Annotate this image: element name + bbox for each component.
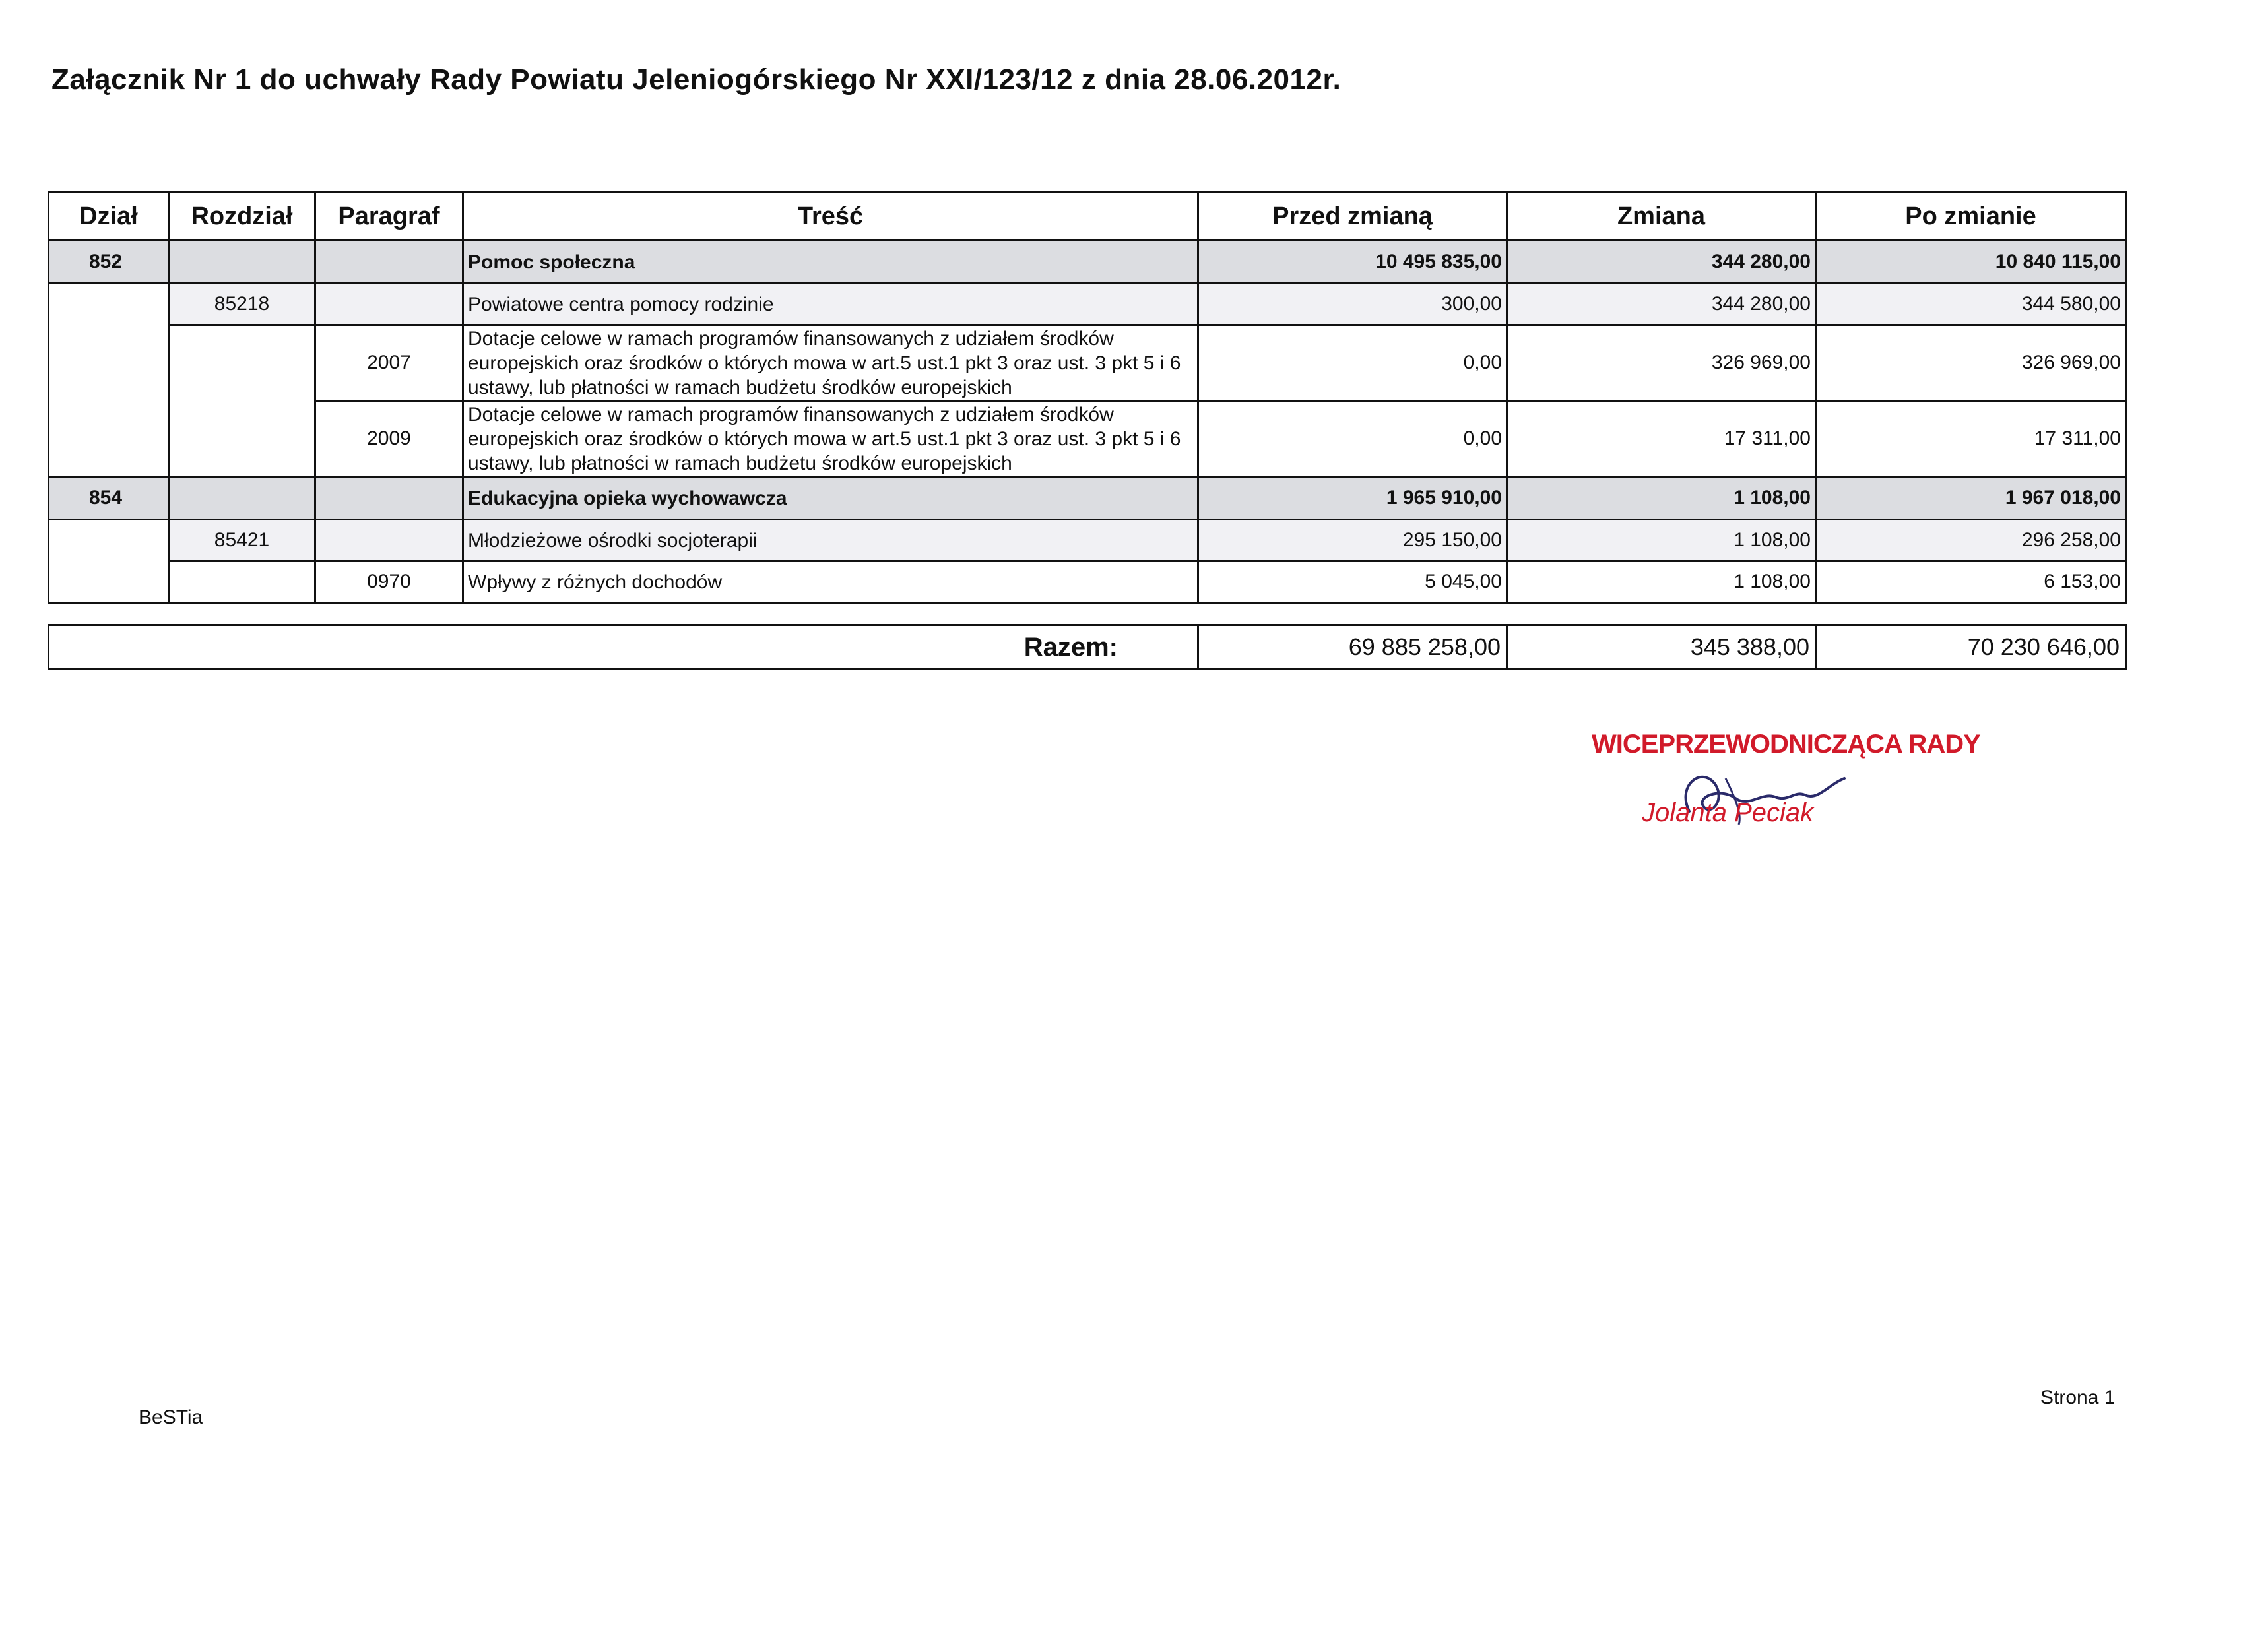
cell-rozdzial bbox=[169, 241, 315, 284]
header-tresc: Treść bbox=[463, 193, 1198, 241]
total-label: Razem: bbox=[49, 625, 1198, 670]
cell-tresc: Dotacje celowe w ramach programów finansowanych z udziałem środków europejskich oraz środków o których mowa w art.5 ust.1 pkt 3 oraz ust. 3 pkt 5 i 6 ustawy, lub płatności w ramach budżetu środków europejskich bbox=[463, 325, 1198, 401]
cell-po-zmianie: 326 969,00 bbox=[1816, 325, 2126, 401]
cell-rozdzial bbox=[169, 477, 315, 520]
total-row bbox=[49, 625, 2126, 670]
document-title: Załącznik Nr 1 do uchwały Rady Powiatu Jeleniogórskiego Nr XXI/123/12 z dnia 28.06.2012r. bbox=[51, 63, 1342, 96]
cell-po-zmianie: 17 311,00 bbox=[1816, 401, 2126, 477]
cell-rozdzial bbox=[169, 561, 315, 603]
header-dzial: Dział bbox=[49, 193, 169, 241]
cell-tresc: Wpływy z różnych dochodów bbox=[463, 561, 1198, 603]
table-row bbox=[49, 401, 2126, 477]
cell-rozdzial: 85421 bbox=[169, 520, 315, 561]
header-zmiana: Zmiana bbox=[1507, 193, 1816, 241]
cell-zmiana: 17 311,00 bbox=[1507, 401, 1816, 477]
cell-tresc: Powiatowe centra pomocy rodzinie bbox=[463, 284, 1198, 325]
cell-zmiana: 344 280,00 bbox=[1507, 284, 1816, 325]
total-przed-zmiana: 69 885 258,00 bbox=[1198, 625, 1507, 670]
cell-przed-zmiana: 10 495 835,00 bbox=[1198, 241, 1507, 284]
cell-zmiana: 326 969,00 bbox=[1507, 325, 1816, 401]
cell-po-zmianie: 1 967 018,00 bbox=[1816, 477, 2126, 520]
table-row bbox=[49, 561, 2126, 603]
cell-tresc: Pomoc społeczna bbox=[463, 241, 1198, 284]
cell-po-zmianie: 10 840 115,00 bbox=[1816, 241, 2126, 284]
cell-zmiana: 1 108,00 bbox=[1507, 520, 1816, 561]
cell-dzial: 852 bbox=[49, 241, 169, 284]
cell-paragraf bbox=[315, 241, 463, 284]
cell-zmiana: 344 280,00 bbox=[1507, 241, 1816, 284]
cell-po-zmianie: 344 580,00 bbox=[1816, 284, 2126, 325]
total-table bbox=[48, 624, 2127, 670]
table-row bbox=[49, 477, 2126, 520]
cell-po-zmianie: 296 258,00 bbox=[1816, 520, 2126, 561]
cell-przed-zmiana: 5 045,00 bbox=[1198, 561, 1507, 603]
cell-przed-zmiana: 0,00 bbox=[1198, 401, 1507, 477]
table-row bbox=[49, 520, 2126, 561]
header-przed-zmiana: Przed zmianą bbox=[1198, 193, 1507, 241]
header-rozdzial: Rozdział bbox=[169, 193, 315, 241]
cell-dzial: 854 bbox=[49, 477, 169, 520]
cell-przed-zmiana: 300,00 bbox=[1198, 284, 1507, 325]
cell-po-zmianie: 6 153,00 bbox=[1816, 561, 2126, 603]
cell-tresc: Edukacyjna opieka wychowawcza bbox=[463, 477, 1198, 520]
cell-paragraf bbox=[315, 477, 463, 520]
budget-table bbox=[48, 191, 2127, 604]
cell-paragraf bbox=[315, 284, 463, 325]
table-header-row bbox=[49, 193, 2126, 241]
cell-paragraf: 2007 bbox=[315, 325, 463, 401]
cell-zmiana: 1 108,00 bbox=[1507, 561, 1816, 603]
total-po-zmianie: 70 230 646,00 bbox=[1816, 625, 2126, 670]
cell-przed-zmiana: 295 150,00 bbox=[1198, 520, 1507, 561]
footer-page-number: Strona 1 bbox=[2040, 1387, 2116, 1408]
total-zmiana: 345 388,00 bbox=[1507, 625, 1816, 670]
cell-tresc: Młodzieżowe ośrodki socjoterapii bbox=[463, 520, 1198, 561]
cell-przed-zmiana: 0,00 bbox=[1198, 325, 1507, 401]
cell-rozdzial: 85218 bbox=[169, 284, 315, 325]
cell-paragraf bbox=[315, 520, 463, 561]
cell-paragraf: 2009 bbox=[315, 401, 463, 477]
table-row bbox=[49, 241, 2126, 284]
cell-paragraf: 0970 bbox=[315, 561, 463, 603]
cell-dzial bbox=[49, 520, 169, 603]
table-row bbox=[49, 325, 2126, 401]
cell-tresc: Dotacje celowe w ramach programów finansowanych z udziałem środków europejskich oraz środków o których mowa w art.5 ust.1 pkt 3 oraz ust. 3 pkt 5 i 6 ustawy, lub płatności w ramach budżetu środków europejskich bbox=[463, 401, 1198, 477]
stamp-name: Jolanta Peciak bbox=[1642, 798, 1814, 827]
cell-dzial bbox=[49, 284, 169, 477]
cell-zmiana: 1 108,00 bbox=[1507, 477, 1816, 520]
header-paragraf: Paragraf bbox=[315, 193, 463, 241]
stamp-title: WICEPRZEWODNICZĄCA RADY bbox=[1592, 730, 1980, 759]
cell-przed-zmiana: 1 965 910,00 bbox=[1198, 477, 1507, 520]
header-po-zmianie: Po zmianie bbox=[1816, 193, 2126, 241]
table-row bbox=[49, 284, 2126, 325]
footer-software: BeSTia bbox=[139, 1406, 203, 1428]
cell-rozdzial bbox=[169, 325, 315, 477]
